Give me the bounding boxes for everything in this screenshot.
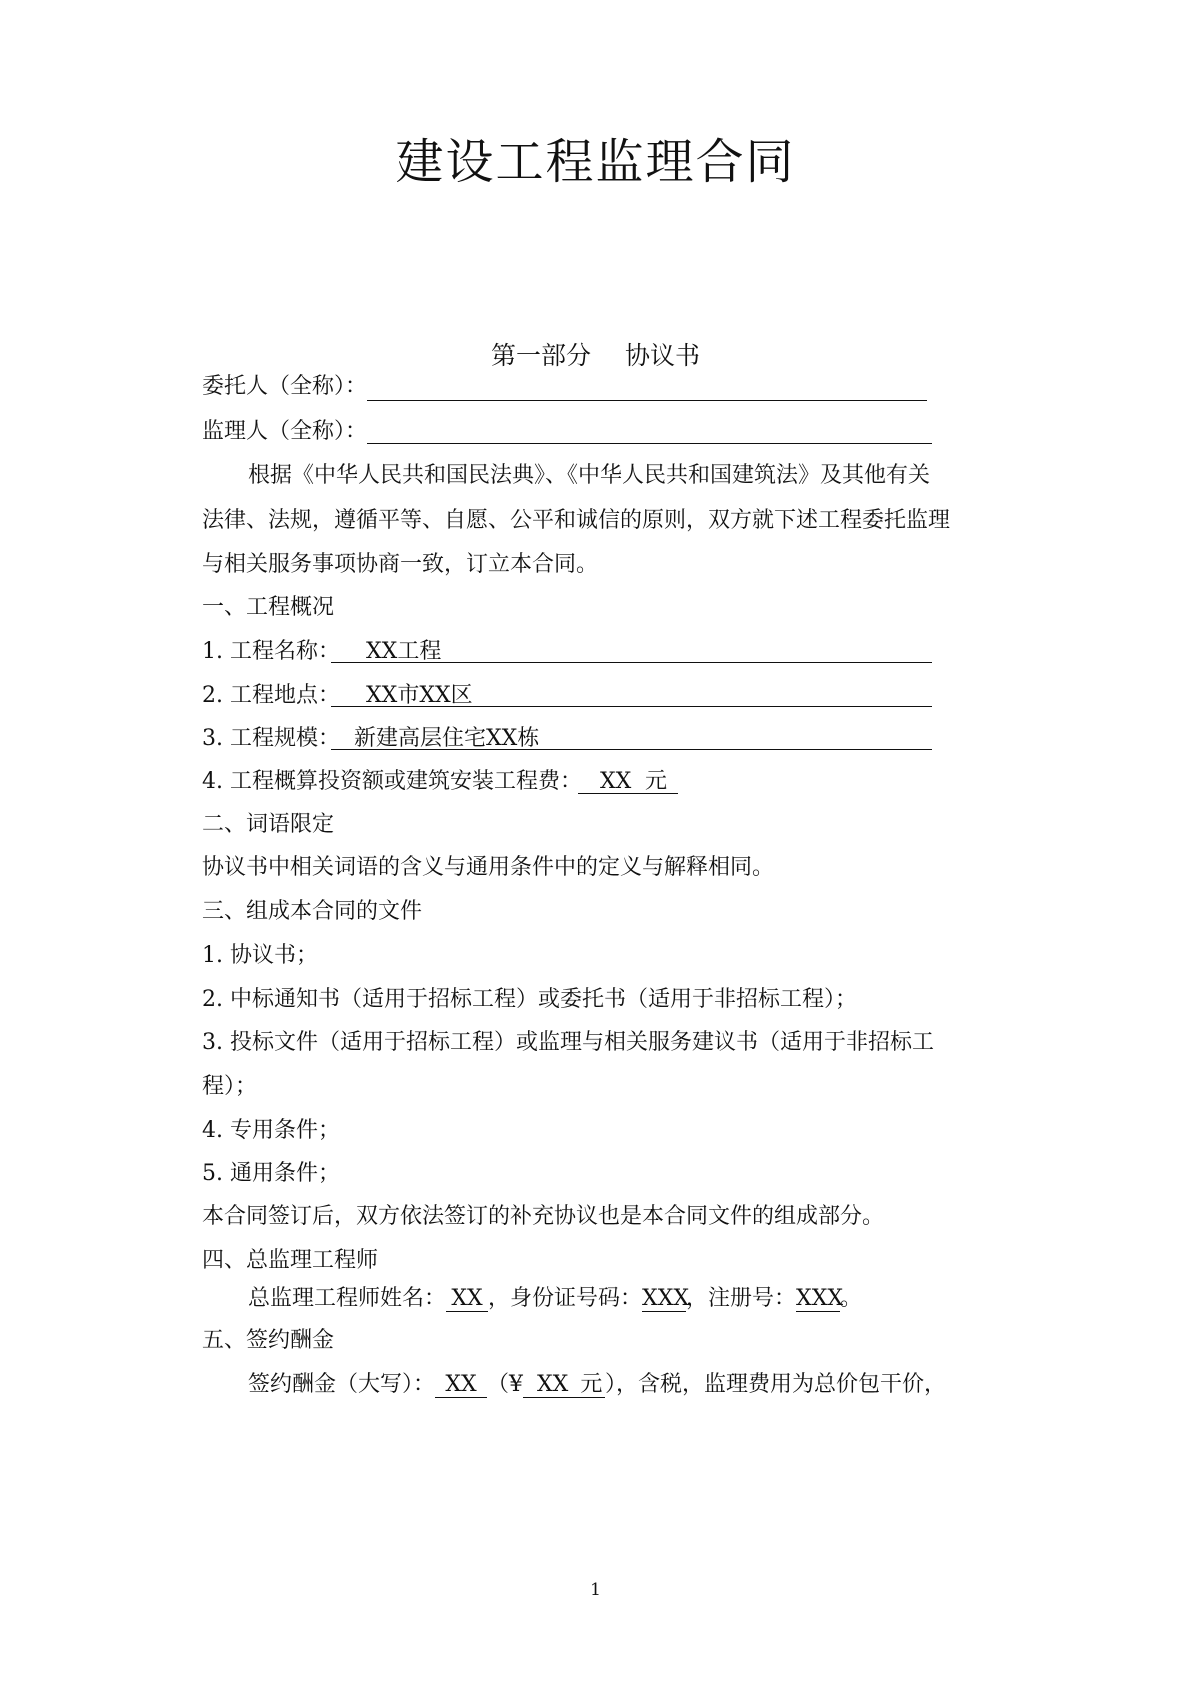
page-number: 1 [590, 1580, 601, 1600]
investment-underline [578, 793, 678, 794]
id-number-label: ，身份证号码： [488, 1286, 643, 1311]
document-item-3: 3. 投标文件（适用于招标工程）或监理与相关服务建议书（适用于非招标工 [202, 1030, 934, 1055]
project-scale-label: 3. 工程规模： [202, 726, 340, 751]
preamble-line-2: 法律、法规，遵循平等、自愿、公平和诚信的原则，双方就下述工程委托监理 [202, 508, 951, 533]
id-number-value: XXX [642, 1286, 690, 1311]
fee-paren-open: （¥ [487, 1372, 524, 1397]
section-4-heading: 四、总监理工程师 [202, 1248, 379, 1273]
section-5-heading: 五、签约酬金 [202, 1328, 335, 1353]
section-3-heading: 三、组成本合同的文件 [202, 899, 423, 924]
chief-name-label: 总监理工程师姓名： [248, 1286, 447, 1311]
fee-rest: ），含税，监理费用为总价包干价， [605, 1372, 947, 1397]
fee-number: XX [537, 1372, 569, 1397]
section-2-heading: 二、词语限定 [202, 812, 335, 837]
chief-line-end: 。 [840, 1286, 863, 1311]
document-item-5: 5. 通用条件； [202, 1161, 340, 1186]
fee-unit: 元 [580, 1372, 603, 1397]
fee-number-underline [523, 1372, 605, 1398]
part-name: 协议书 [625, 341, 701, 370]
registration-value: XXX [796, 1286, 844, 1311]
document-item-4: 4. 专用条件； [202, 1118, 340, 1143]
chief-name-value: XX [446, 1286, 488, 1312]
investment-label: 4. 工程概算投资额或建筑安装工程费： [202, 769, 582, 794]
supervisor-label: 监理人（全称）： [202, 419, 368, 444]
fee-label: 签约酬金（大写）： [248, 1372, 436, 1397]
project-name-label: 1. 工程名称： [202, 639, 340, 664]
section-2-text: 协议书中相关词语的含义与通用条件中的定义与解释相同。 [202, 855, 775, 880]
preamble-line-3: 与相关服务事项协商一致，订立本合同。 [202, 552, 599, 577]
part-heading [0, 340, 1191, 372]
client-label: 委托人（全称）： [202, 374, 368, 399]
project-scale-value: 新建高层住宅XX栋 [354, 726, 540, 751]
project-location-underline [331, 706, 932, 707]
project-location-label: 2. 工程地点： [202, 683, 340, 708]
project-name-underline [331, 662, 932, 663]
document-item-3-cont: 程）； [202, 1074, 258, 1099]
registration-label: ，注册号： [686, 1286, 797, 1311]
investment-unit: 元 [645, 769, 668, 794]
supervisor-name-blank[interactable] [367, 443, 932, 444]
preamble-line-1: 根据《中华人民共和国民法典》、《中华人民共和国建筑法》及其他有关 [248, 463, 931, 488]
project-scale-underline [331, 749, 932, 750]
chief-engineer-line [248, 1284, 862, 1314]
investment-amount: XX [600, 769, 632, 794]
project-name-value: XX工程 [366, 639, 442, 664]
document-item-1: 1. 协议书； [202, 943, 318, 968]
fee-upper-value: XX [435, 1372, 487, 1398]
section-1-heading: 一、工程概况 [202, 595, 335, 620]
section-3-note: 本合同签订后，双方依法签订的补充协议也是本合同文件的组成部分。 [202, 1204, 885, 1229]
document-item-2: 2. 中标通知书（适用于招标工程）或委托书（适用于非招标工程）； [202, 987, 857, 1012]
part-number: 第一部分 [490, 341, 591, 370]
project-location-value: XX市XX区 [366, 683, 473, 708]
document-title: 建设工程监理合同 [395, 134, 796, 190]
client-name-blank[interactable] [367, 400, 927, 401]
contract-fee-line [248, 1370, 946, 1400]
